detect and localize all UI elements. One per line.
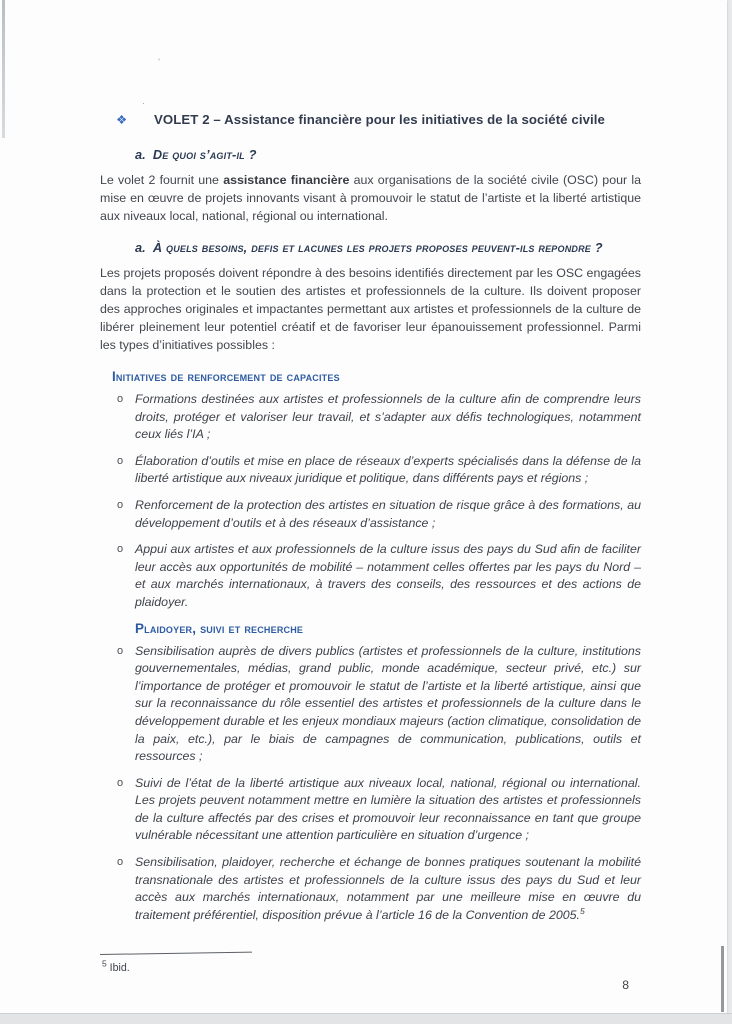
document-content — [100, 112, 641, 992]
document-title-row — [100, 112, 641, 127]
list-item — [100, 775, 641, 845]
paragraph-text: Le volet 2 fournit une — [100, 173, 224, 187]
needs-paragraph: Les projets proposés doivent répondre à des besoins identifiés directement par les OSC engagées dans la protection et le soutien des artistes et professionnels de la culture. Ils doivent proposer des approches originales et impactantes permettant aux artistes et professionnels de la culture de libérer pleinement leur potentiel créatif et de favoriser leur épanouissement professionnel. Parmi les types d’initiatives possibles : — [100, 266, 641, 352]
photo-speck: ’ — [158, 57, 160, 67]
list-item-text: Sensibilisation auprès de divers publics (artistes et professionnels de la culture, institutions gouvernementales, médias, grand public, monde académique, secteur privé, etc.) sur l’importance de protéger et promouvoir le statut de l’artiste et la liberté artistique, ainsi que sur la reconnaissance du rôle essentiel des artistes et professionnels de la culture dans le développement durable et les enjeux mondiaux majeurs (action climatique, consolidation de la paix, etc.), par le biais de campagnes de communication, publications, outils et ressources ; — [135, 643, 641, 764]
list-item-text: Formations destinées aux artistes et professionnels de la culture afin de comprendre leurs droits, protéger et valoriser leur travail, et s’adapter aux défis technologiques, notamment ceux liés l’IA ; — [135, 392, 641, 442]
list-item — [100, 453, 641, 488]
list-item-text: Appui aux artistes et aux professionnels de la culture issus des pays du Sud afin de faciliter leur accès aux opportunités de mobilité – notamment celles offertes par les pays du Nord – et aux marchés internationaux, à travers des conseils, des ressources et des actions de plaidoyer. — [135, 542, 641, 609]
list-item — [100, 854, 641, 924]
document-title: VOLET 2 – Assistance financière pour les initiatives de la société civile — [154, 112, 605, 127]
list-item — [100, 497, 641, 532]
footnote-separator — [100, 952, 252, 955]
bullet-marker: o — [117, 856, 124, 869]
bullet-marker: o — [117, 498, 124, 511]
list-item-text: Renforcement de la protection des artistes en situation de risque grâce à des formations, au développement d’outils et à des réseaux d’assistance ; — [135, 497, 641, 530]
bullet-marker: o — [117, 393, 124, 405]
photo-edge-right — [721, 946, 724, 1012]
section-marker: a. — [135, 147, 146, 162]
list-item — [100, 541, 641, 611]
bold-phrase: assistance financière — [223, 173, 350, 187]
diamond-bullet-icon: ❖ — [116, 113, 128, 127]
footnote-text: Ibid. — [106, 962, 130, 975]
section-marker: a. — [135, 240, 146, 255]
footnote-reference: 5 — [579, 905, 585, 916]
list-item-text: Élaboration d’outils et mise en place de réseaux d’experts spécialisés dans la défense de la liberté artistique aux niveaux juridique et politique, dans différents pays et régions ; — [135, 453, 641, 486]
photo-edge-bottom — [0, 1013, 732, 1024]
list-item — [100, 391, 641, 444]
list-item-text: Suivi de l’état de la liberté artistique aux niveaux local, national, régional ou international. Les projets peuvent notamment mettre en lumière la situation des artistes et professionnels de la culture affectés par des crises et promouvoir leur reconnaissance en tant que groupe vulnérable nécessitant une attention particulière en situation d’urgence ; — [135, 775, 641, 843]
section-heading-text: À quels besoins, defis et lacunes les projets proposes peuvent-ils repondre ? — [152, 240, 603, 255]
bullet-marker: o — [117, 543, 124, 556]
heading-capacity-building: Initiatives de renforcement de capacites — [112, 369, 340, 384]
section-heading-text: De quoi s’agit-il ? — [152, 147, 257, 162]
photo-edge-left — [2, 0, 5, 138]
photo-speck: · — [142, 98, 145, 108]
section-heading-what — [135, 147, 641, 162]
page-number: 8 — [622, 978, 629, 993]
intro-paragraph — [100, 171, 641, 225]
list-item-text — [135, 854, 641, 924]
bullet-marker: o — [117, 776, 124, 789]
list-item-text: Sensibilisation, plaidoyer, recherche et échange de bonnes pratiques soutenant la mobilité transnationale des artistes et professionnels de la culture issus des pays du Sud et leur accès aux marchés internationaux, notamment par une meilleure mise en œuvre du traitement préférentiel, disposition prévue à l’article 16 de la Convention de 2005. — [135, 855, 641, 922]
footnote-number: 5 — [102, 958, 107, 969]
list-item — [100, 643, 641, 766]
footnote — [102, 958, 641, 975]
section-heading-needs — [135, 240, 641, 255]
bullet-marker: o — [117, 644, 124, 657]
bullet-marker: o — [117, 454, 124, 467]
paragraph-text: aux organisations de la société civile (OSC) pour la mise en œuvre de projets innovants visant à promouvoir le statut de l’artiste et la liberté artistique aux niveaux local, national, régional ou international. — [100, 173, 641, 223]
heading-advocacy-monitoring-research: Plaidoyer, suivi et recherche — [135, 620, 304, 636]
